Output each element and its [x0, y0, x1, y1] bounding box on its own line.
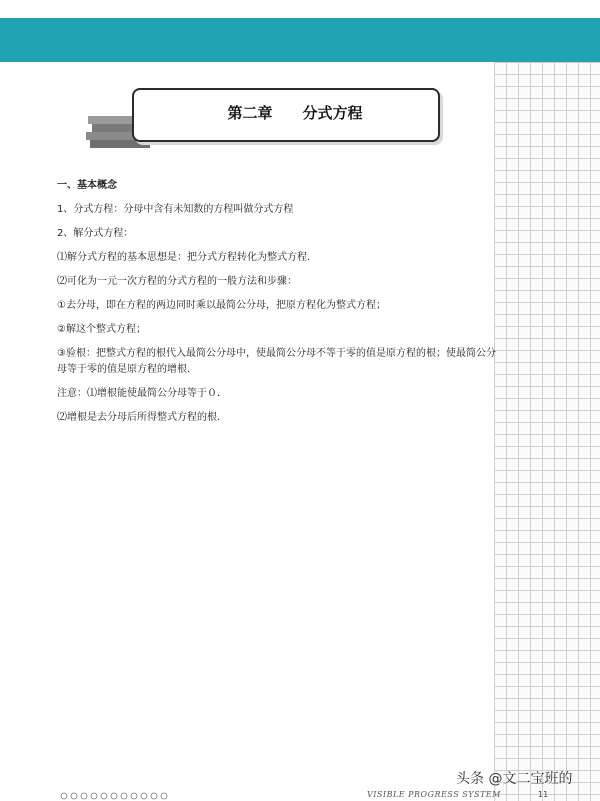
- step-3: ③验根：把整式方程的根代入最简公分母中，使最简公分母不等于零的值是原方程的根；使最简公分母等于零的值是原方程的增根．: [57, 348, 496, 375]
- chapter-title: 第二章 分式方程: [227, 104, 363, 122]
- step-2: ②解这个整式方程；: [57, 324, 146, 335]
- header-teal-bar: [0, 18, 600, 62]
- grid-margin-strip: [494, 62, 600, 801]
- method-idea: ⑴解分式方程的基本思想是：把分式方程转化为整式方程．: [57, 252, 317, 263]
- method-heading: 2、解分式方程：: [57, 228, 134, 239]
- section-heading: 一、基本概念: [57, 180, 117, 191]
- footer-circles-decoration: [60, 792, 180, 800]
- note-2: ⑵增根是去分母后所得整式方程的根．: [57, 412, 227, 423]
- note-1: 注意：⑴增根能使最简公分母等于０．: [57, 388, 227, 399]
- page-header-band: [0, 0, 600, 62]
- watermark-text: 头条 @文二宝班的: [456, 771, 573, 787]
- footer-system-text: VISIBLE PROGRESS SYSTEM: [367, 790, 501, 799]
- definition-item: 1、分式方程：分母中含有未知数的方程叫做分式方程: [57, 204, 294, 215]
- method-steps-intro: ⑵可化为一元一次方程的分式方程的一般方法和步骤：: [57, 276, 297, 287]
- page-number: 11: [538, 790, 549, 799]
- content-body: [57, 178, 497, 434]
- step-1: ①去分母，即在方程的两边同时乘以最简公分母，把原方程化为整式方程；: [57, 300, 386, 311]
